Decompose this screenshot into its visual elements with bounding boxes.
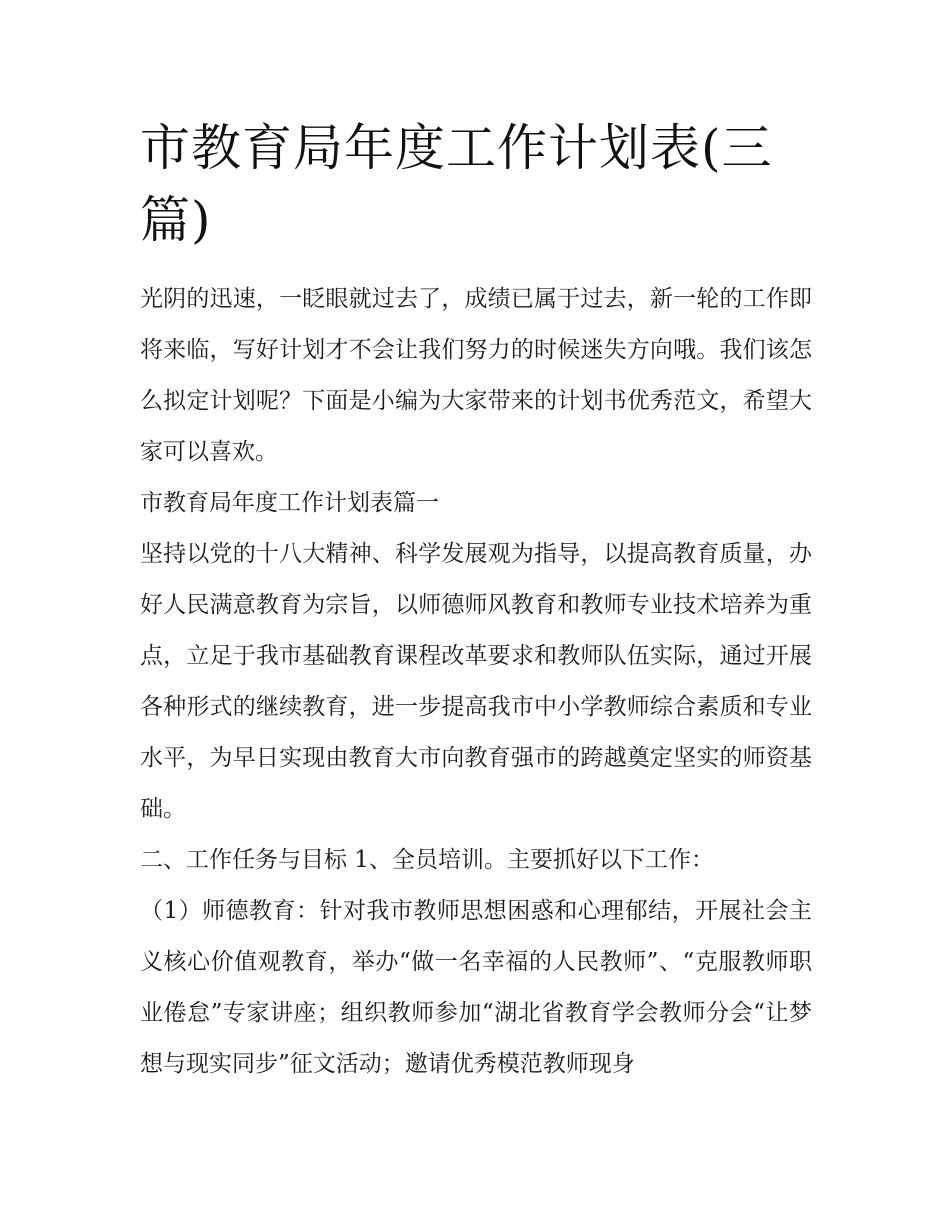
document-title: 市教育局年度工作计划表(三篇)	[140, 119, 773, 249]
ethics-education-paragraph: （1）师德教育：针对我市教师思想困惑和心理郁结，开展社会主义核心价值观教育，举办“做一名幸福的人民教师”、“克服教师职业倦怠”专家讲座；组织教师参加“湖北省教育学会教师分会“让梦想与现实同步”征文活动；邀请优秀模范教师现身	[140, 898, 812, 1077]
document-body	[140, 112, 812, 1090]
tasks-goals-paragraph: 二、工作任务与目标 1、全员培训。主要抓好以下工作：	[140, 847, 714, 873]
section-heading: 市教育局年度工作计划表篇一	[140, 490, 439, 516]
guiding-principle-paragraph: 坚持以党的十八大精神、科学发展观为指导，以提高教育质量，办好人民满意教育为宗旨，以师德师风教育和教师专业技术培养为重点，立足于我市基础教育课程改革要求和教师队伍实际，通过开展各种形式的继续教育，进一步提高我市中小学教师综合素质和专业水平，为早日实现由教育大市向教育强市的跨越奠定坚实的师资基础。	[140, 541, 812, 822]
intro-paragraph: 光阴的迅速，一眨眼就过去了，成绩已属于过去，新一轮的工作即将来临，写好计划才不会让我们努力的时候迷失方向哦。我们该怎么拟定计划呢？下面是小编为大家带来的计划书优秀范文，希望大家可以喜欢。	[140, 286, 812, 465]
